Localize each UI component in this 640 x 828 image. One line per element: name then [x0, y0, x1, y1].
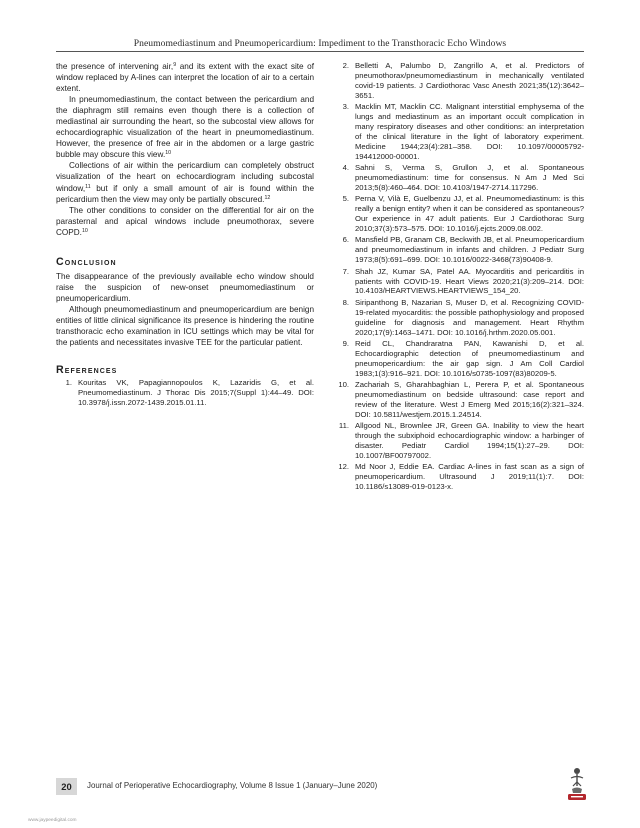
- body-paragraph-3: [56, 160, 314, 204]
- right-column: [333, 61, 584, 494]
- reference-item: [333, 298, 584, 338]
- reference-item: [333, 380, 584, 420]
- conclusion-paragraph-1: The disappearance of the previously available echo window should raise the suspicion of new-onset pneumomediastinum or pneumopericardium.: [56, 271, 314, 303]
- text-run: and its extent with the exact site of window replaced by A-lines can interpret the location of air to a certain extent.: [56, 62, 314, 94]
- text-run: In pneumomediastinum, the contact between the pericardium and the diaphragm still remains even though there is a collection of mediastinal air surrounding the heart, so the subcostal view allows for echocardiographic visualization of the heart in pneumomediastinum. However, the presence of free air in the abdomen or a large gastric bubble may obscure this view.: [56, 95, 314, 160]
- reference-text: Kouritas VK, Papagiannopoulos K, Lazaridis G, et al. Pneumomediastinum. J Thorac Dis 2015;7(Suppl 1):44–49. DOI: 10.3978/j.issn.2072-1439.2015.01.11.: [78, 378, 314, 407]
- body-paragraph-4: [56, 205, 314, 238]
- reference-item: [333, 267, 584, 297]
- header-rule: [56, 51, 584, 52]
- reference-item: [333, 163, 584, 193]
- reference-item: [333, 235, 584, 265]
- reference-number: 8.: [342, 297, 349, 307]
- reference-text: Reid CL, Chandraratna PAN, Kawanishi D, et al. Echocardiographic detection of pneumomediastinum and pneumopericardium: the air gap sign. J Am Coll Cardiol 1983;1(3):916–921. DOI: 10.1016/s0735-1097(83)80209-5.: [355, 338, 584, 378]
- citation-sup: 12: [264, 194, 271, 201]
- reference-number: 7.: [342, 266, 349, 276]
- reference-text: Belletti A, Palumbo D, Zangrillo A, et al. Predictors of pneumothorax/pneumomediastinum in mechanically ventilated covid-19 patients. J Cardiothorac Vasc Anesth 2021;35(12):3642–3651.: [355, 61, 584, 100]
- reference-text: Shah JZ, Kumar SA, Patel AA. Myocarditis and pericarditis in patients with COVID-19. Heart Views 2020;21(3):209–214. DOI: 10.4103/HEARTVIEWS.HEARTVIEWS_154_20.: [355, 266, 584, 296]
- citation-sup: 10: [81, 227, 88, 234]
- conclusion-heading: Conclusion: [56, 255, 117, 268]
- reference-item: [333, 61, 584, 101]
- reference-item: [333, 339, 584, 379]
- reference-list-right: [333, 61, 584, 492]
- journal-footer: Journal of Perioperative Echocardiography, Volume 8 Issue 1 (January–June 2020): [87, 781, 378, 790]
- reference-list-left: [56, 378, 314, 408]
- text-run: Collections of air within the pericardium can completely obstruct visualization of the heart on echocardiogram including subcostal window,: [56, 161, 314, 193]
- reference-number: 11.: [338, 421, 349, 431]
- reference-item: [333, 421, 584, 461]
- running-title: Pneumomediastinum and Pneumopericardium: Impediment to the Transthoracic Echo Windows: [133, 38, 507, 49]
- reference-item: [333, 462, 584, 492]
- reference-text: Md Noor J, Eddie EA. Cardiac A-lines in fast scan as a sign of pneumopericardium. Ultrasound J 2019;11(1):7. DOI: 10.1186/s13089-019-0123-x.: [355, 462, 584, 492]
- reference-text: Macklin MT, Macklin CC. Malignant interstitial emphysema of the lungs and mediastinum as an important occult complication in many respiratory diseases and other conditions: an interpretation of the clinical literature in the light of laboratory experiment. Medicine 1944;23(4):281–358. DOI: 10.1097/00005792-194412000-00001.: [355, 102, 584, 161]
- left-column: [56, 61, 314, 409]
- references-heading: References: [56, 364, 118, 377]
- reference-text: Perna V, Vilà E, Guelbenzu JJ, et al. Pneumomediastinum: is this really a benign entity? when it can be considered as spontaneous? Our experience in 47 adult patients. Eur J Cardiothorac Surg 2010;37(3):573–575. DOI: 10.1016/j.ejcts.2009.08.002.: [355, 194, 584, 233]
- reference-number: 10.: [338, 380, 349, 390]
- reference-number: 12.: [338, 462, 349, 472]
- body-paragraph-1: [56, 61, 314, 94]
- reference-item: [56, 378, 314, 408]
- reference-number: 1.: [65, 378, 72, 388]
- citation-sup: 9: [173, 61, 177, 68]
- publisher-logo-icon: [566, 764, 588, 802]
- reference-number: 4.: [342, 163, 349, 173]
- reference-number: 3.: [342, 102, 349, 112]
- citation-sup: 11: [85, 183, 91, 190]
- reference-text: Zachariah S, Gharahbaghian L, Perera P, et al. Spontaneous pneumomediastinum on bedside ultrasound: case report and review of the literature. West J Emerg Med 2015;16(2):321–324. DOI: 10.5811/westjem.2015.1.24514.: [355, 380, 584, 419]
- reference-item: [333, 102, 584, 161]
- page-number-badge: 20: [56, 778, 77, 795]
- body-paragraph-2: [56, 94, 314, 160]
- text-run: The other conditions to consider on the differential for air on the parasternal and apical windows include pneumothorax, severe COPD.: [56, 205, 314, 237]
- reference-item: [333, 194, 584, 234]
- reference-text: Mansfield PB, Granam CB, Beckwith JB, et al. Pneumopericardium and pneumomediastinum in infants and children. J Pediatr Surg 1973;8(5):691–699. DOI: 10.1016/0022-3468(73)90408-9.: [355, 235, 584, 265]
- citation-sup: 10: [165, 150, 172, 157]
- conclusion-paragraph-2: Although pneumomediastinum and pneumopericardium are benign entities of little clinical significance its presence is hindering the routine transthoracic echo examination in ICU settings which may be vital for the patients and necessitates invasive TEE for the particular patient.: [56, 304, 314, 348]
- publisher-url: www.jaypeedigital.com: [28, 818, 77, 823]
- reference-number: 2.: [342, 61, 349, 70]
- text-run: the presence of intervening air,: [56, 62, 174, 71]
- reference-text: Allgood NL, Brownlee JR, Green GA. Inability to view the heart through the subxiphoid echocardiographic window: a harbinger of disaster. Pediatr Cardiol 1994;15(1):27–29. DOI: 10.1007/BF00797002.: [355, 421, 584, 460]
- reference-number: 9.: [342, 338, 349, 348]
- reference-number: 6.: [342, 235, 349, 245]
- reference-text: Sahni S, Verma S, Grullon J, et al. Spontaneous pneumomediastinum: time for consensus. N Am J Med Sci 2013;5(8):460–464. DOI: 10.4103/1947-2714.117296.: [355, 163, 584, 192]
- text-run: but if only a small amount of air is found within the pericardium then the view may only be partially obscured.: [56, 183, 314, 204]
- reference-number: 5.: [342, 194, 349, 204]
- reference-text: Siripanthong B, Nazarian S, Muser D, et al. Recognizing COVID-19-related myocarditis: the possible pathophysiology and proposed guideline for diagnosis and management. Heart Rhythm 2020;17(9):1463–1471. DOI: 10.1016/j.hrthm.2020.05.001.: [355, 297, 584, 337]
